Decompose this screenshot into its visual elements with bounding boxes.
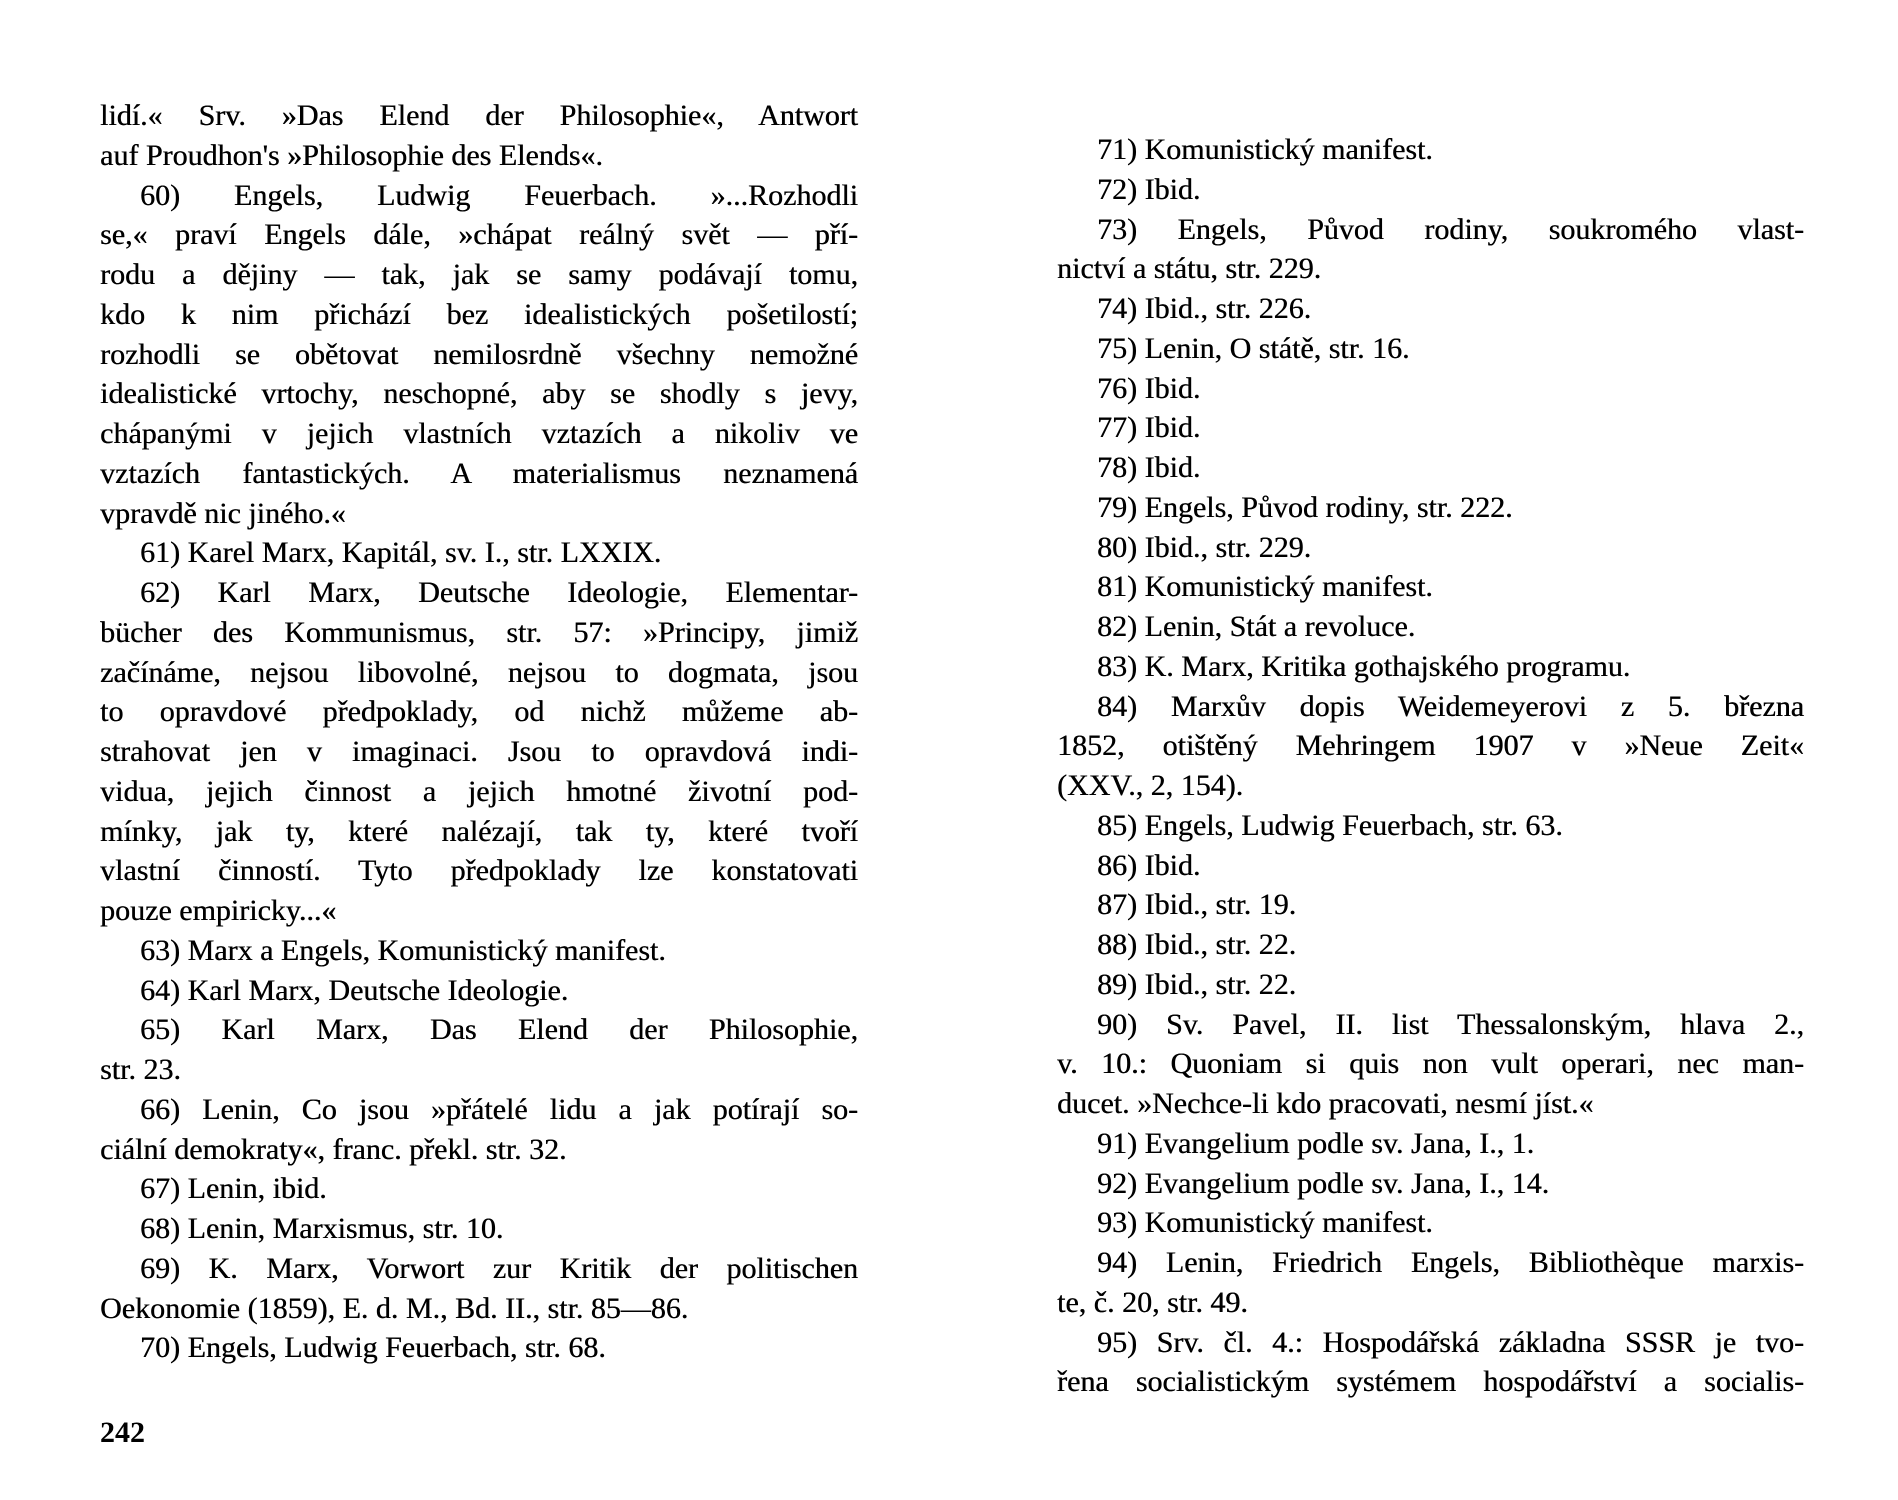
- footnote-line: 82) Lenin, Stát a revoluce.: [1097, 610, 1416, 643]
- footnote-line: 79) Engels, Původ rodiny, str. 222.: [1097, 490, 1513, 524]
- footnote-line: 91) Evangelium podle sv. Jana, I., 1.: [1097, 1126, 1535, 1160]
- footnote-line: 70) Engels, Ludwig Feuerbach, str. 68.: [140, 1331, 606, 1365]
- footnote-continuation-line: pouze empiricky...«: [100, 894, 337, 927]
- footnote-continuation-line: řena socialistickým systémem hospodářství a socialis-: [1057, 1365, 1804, 1399]
- footnote-line: 88) Ibid., str. 22.: [1097, 928, 1297, 961]
- footnote-line: 74) Ibid., str. 226.: [1097, 292, 1312, 325]
- footnote-continuation-line: str. 23.: [100, 1053, 181, 1086]
- footnote-line: 71) Komunistický manifest.: [1097, 133, 1433, 166]
- footnote-continuation-line: rodu a dějiny — tak, jak se samy podávají tomu,: [100, 258, 858, 291]
- footnote-continuation-line: Oekonomie (1859), E. d. M., Bd. II., str. 85—86.: [100, 1291, 689, 1325]
- footnote-line: 61) Karel Marx, Kapitál, sv. I., str. LXXIX.: [140, 536, 662, 570]
- footnote-line: 78) Ibid.: [1097, 451, 1201, 484]
- footnote-line: 75) Lenin, O státě, str. 16.: [1097, 331, 1410, 365]
- footnote-line: 67) Lenin, ibid.: [140, 1172, 327, 1206]
- footnote-line: 68) Lenin, Marxismus, str. 10.: [140, 1212, 504, 1245]
- footnote-line: 94) Lenin, Friedrich Engels, Bibliothèque marxis-: [1097, 1246, 1804, 1279]
- footnote-line: 93) Komunistický manifest.: [1097, 1206, 1433, 1240]
- footnote-continuation-line: kdo k nim přichází bez idealistických pošetilostí;: [100, 297, 858, 331]
- footnote-continuation-line: vpravdě nic jiného.«: [100, 496, 346, 530]
- footnote-line: 83) K. Marx, Kritika gothajského programu.: [1097, 649, 1631, 683]
- footnote-continuation-line: auf Proudhon's »Philosophie des Elends«.: [100, 138, 603, 172]
- footnote-line: 72) Ibid.: [1097, 172, 1201, 206]
- footnote-continuation-line: to opravdové předpoklady, od nichž můžeme ab-: [100, 695, 858, 729]
- footnote-continuation-line: vlastní činností. Tyto předpoklady lze konstatovati: [100, 854, 858, 888]
- footnote-line: 80) Ibid., str. 229.: [1097, 530, 1312, 564]
- footnote-line: 85) Engels, Ludwig Feuerbach, str. 63.: [1097, 808, 1563, 842]
- footnote-continuation-line: idealistické vrtochy, neschopné, aby se shodly s jevy,: [100, 377, 858, 411]
- footnote-continuation-line: v. 10.: Quoniam si quis non vult operari, nec man-: [1057, 1047, 1804, 1081]
- footnote-line: 95) Srv. čl. 4.: Hospodářská základna SSSR je tvo-: [1097, 1325, 1804, 1359]
- footnote-line: 84) Marxův dopis Weidemeyerovi z 5. března: [1097, 689, 1804, 723]
- footnote-continuation-line: mínky, jak ty, které nalézají, tak ty, které tvoří: [100, 814, 858, 848]
- footnote-continuation-line: lidí.« Srv. »Das Elend der Philosophie«, Antwort: [100, 99, 858, 132]
- footnote-line: 65) Karl Marx, Das Elend der Philosophie,: [140, 1013, 858, 1047]
- footnote-continuation-line: vidua, jejich činnost a jejich hmotné životní pod-: [100, 774, 858, 808]
- footnote-continuation-line: strahovat jen v imaginaci. Jsou to opravdová indi-: [100, 735, 858, 768]
- footnote-line: 76) Ibid.: [1097, 371, 1201, 405]
- footnote-line: 77) Ibid.: [1097, 411, 1201, 445]
- page-number: 242: [100, 1416, 145, 1449]
- footnote-continuation-line: bücher des Kommunismus, str. 57: »Principy, jimiž: [100, 615, 858, 649]
- footnote-line: 90) Sv. Pavel, II. list Thessalonským, hlava 2.,: [1097, 1007, 1804, 1041]
- footnote-continuation-line: vztazích fantastických. A materialismus neznamená: [100, 456, 858, 490]
- footnote-line: 89) Ibid., str. 22.: [1097, 967, 1297, 1001]
- footnote-line: 87) Ibid., str. 19.: [1097, 888, 1297, 922]
- footnote-line: 62) Karl Marx, Deutsche Ideologie, Elementar-: [140, 576, 858, 609]
- footnote-line: 63) Marx a Engels, Komunistický manifest.: [140, 933, 666, 967]
- footnote-continuation-line: ducet. »Nechce-li kdo pracovati, nesmí jíst.«: [1057, 1087, 1594, 1120]
- footnote-continuation-line: (XXV., 2, 154).: [1057, 769, 1244, 802]
- footnote-line: 81) Komunistický manifest.: [1097, 570, 1433, 604]
- footnote-line: 92) Evangelium podle sv. Jana, I., 14.: [1097, 1166, 1550, 1200]
- footnote-continuation-line: se,« praví Engels dále, »chápat reálný svět — pří-: [100, 218, 858, 252]
- footnote-continuation-line: te, č. 20, str. 49.: [1057, 1285, 1248, 1319]
- footnote-continuation-line: nictví a státu, str. 229.: [1057, 252, 1322, 286]
- footnote-line: 73) Engels, Původ rodiny, soukromého vlast-: [1097, 212, 1804, 246]
- footnote-continuation-line: rozhodli se obětovat nemilosrdně všechny nemožné: [100, 337, 858, 371]
- footnote-continuation-line: 1852, otištěný Mehringem 1907 v »Neue Zeit«: [1057, 729, 1804, 763]
- footnote-line: 86) Ibid.: [1097, 848, 1201, 882]
- footnote-line: 60) Engels, Ludwig Feuerbach. »...Rozhodli: [140, 178, 858, 212]
- footnote-continuation-line: začínáme, nejsou libovolné, nejsou to dogmata, jsou: [100, 655, 858, 689]
- footnote-continuation-line: ciální demokraty«, franc. překl. str. 32.: [100, 1132, 567, 1166]
- footnote-line: 66) Lenin, Co jsou »přátelé lidu a jak potírají so-: [140, 1092, 858, 1126]
- footnote-line: 69) K. Marx, Vorwort zur Kritik der politischen: [140, 1251, 858, 1285]
- footnote-continuation-line: chápanými v jejich vlastních vztazích a nikoliv ve: [100, 417, 858, 450]
- footnote-line: 64) Karl Marx, Deutsche Ideologie.: [140, 973, 569, 1007]
